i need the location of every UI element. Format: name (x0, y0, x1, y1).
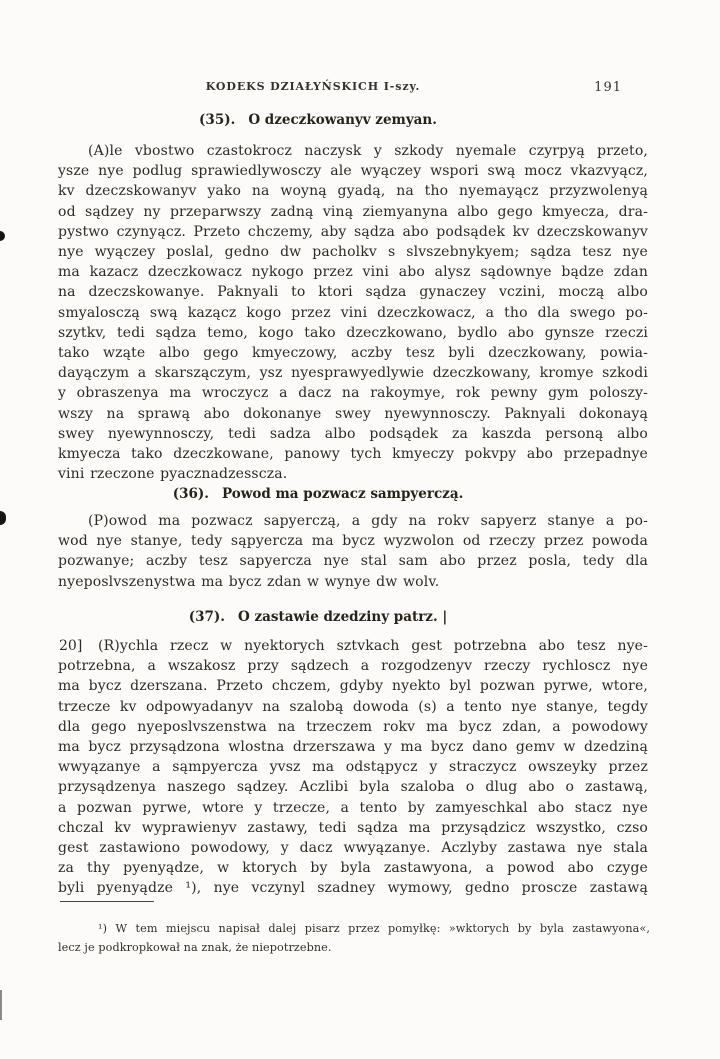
text-line: ma bycz dzerszana. Przeto chczem, gdyby nyekto byl pozwan pyrwe, wtore, (58, 678, 648, 695)
text-line: nyeposlvszenystwa ma bycz zdan w wynye dw wolv. (58, 573, 440, 590)
text-line: y obraszenya ma wroczycz a dacz na rakoymye, rok pewny gym poloszy- (58, 385, 648, 402)
text-line: nye wyączey poslal, gedno dw pacholkv s slvszebnykyem; sądza tesz nye (58, 244, 648, 261)
text-line: (P)owod ma pozwacz sapyerczą, a gdy na rokv sapyerz stanye a po- (88, 513, 648, 529)
scan-mark-middle (0, 511, 6, 525)
text-line: pystwo czynyącz. Przeto chczemy, aby sądza abo podsądek kv dzeczskowanyv (58, 223, 648, 240)
text-line: lecz je podkropkował na znak, że niepotrzebne. (58, 940, 332, 954)
text-line: kv dzeczskowanyv yako na woyną gyadą, na tho nyemayącz przyzwolenyą (58, 183, 648, 200)
text-line: a pozwan pyrwe, wtore y trzecze, a tento by zamyeschkal abo stacz nye (58, 799, 648, 816)
text-line: pozwanye; aczby tesz sapyercza nye stal sam abo przez posla, tedy dla (58, 553, 648, 570)
text-line: trzecze kv odpowyadanyv na szalobą dowoda (s) a tento nye stanye, tegdy (58, 698, 648, 715)
text-line: wszy na sprawą abo dokonanye swey nyewynnosczy. Paknyali dokonayą (58, 405, 648, 422)
text-line: vini rzeczone pyacznadzesscza. (58, 466, 288, 483)
section-35-heading (58, 112, 648, 128)
text-line: smyalosczą swą kazącz kogo przez vini dzeczkowacz, a tho dla swego po- (58, 304, 648, 321)
text-line: za thy pyenyądze, w ktorych by byla zastawyona, a powod abo czyge (58, 860, 648, 877)
text-line: chczal kv wyprawienyv zastawy, tedi sądza ma przysądzicz wszystko, czso (58, 819, 648, 836)
page-number: 191 (594, 80, 622, 95)
text-line: ma bycz przysądzona wlostna drzerszawa y ma bycz dano gemv w dzedziną (58, 739, 648, 756)
section-37-paragraph (58, 636, 648, 899)
text-line: byli pyenyądze ¹), nye vczynyl szadney wymowy, gedno proscze zastawą (58, 880, 648, 897)
section-37-heading (58, 609, 648, 625)
text-line: gest zastawiono powodowy, y dacz wwyązanye. Aczlyby zastawa nye stala (58, 840, 648, 857)
text-line: przysądzenya naszego sądzey. Aczlibi byla szaloba o dlug abo o zastawą, (58, 779, 648, 796)
text-line: wwyązanye a sąmpyercza yvsz ma odstąpycz y straczycz owszeyky przez (58, 759, 648, 776)
text-line: ysze nye podlug sprawiedlywosczy ale wyączey wspori swą mocz vkazvyącz, (58, 163, 648, 180)
section-37-number: (37). (188, 609, 225, 625)
scan-mark-top (0, 231, 5, 241)
margin-note: 20] (59, 638, 83, 654)
running-title: KODEKS DZIAŁYŃSKICH I-szy. (205, 80, 421, 93)
footnote (58, 920, 650, 957)
section-35-number: (35). (199, 112, 236, 128)
text-line: dayączym a skarszączym, ysz nyesprawyedlywie dzeczkowany, kromye szkodi (58, 365, 648, 382)
text-line: ¹) W tem miejscu napisał dalej pisarz przez pomyłkę: »wktorych by byla zastawyona«, (98, 922, 650, 935)
text-line: na dzeczskowanye. Paknyali to ktori sądza gynaczey vczini, moczą albo (58, 284, 648, 301)
text-line: dla gego nyeposlvszenstwa na trzeczem rokv ma bycz zdan, a powodowy (58, 718, 648, 735)
text-line: kmyecza tako dzeczkowane, panowy tych kmyeczy pokvpy abo przepadnye (58, 446, 648, 463)
text-line: wod nye stanye, tedy sąpyercza ma bycz wyzwolon od rzeczy przez powoda (58, 533, 648, 550)
section-35-paragraph (58, 141, 648, 484)
text-line: (R)ychla rzecz w nyektorych sztvkach gest potrzebna abo tesz nye- (98, 638, 648, 654)
section-36-paragraph (58, 511, 648, 592)
text-line: (A)le vbostwo czastokrocz naczysk y szkody nyemale czyrpyą przeto, (88, 143, 648, 159)
section-35-title: O dzeczkowanyv zemyan. (248, 112, 437, 128)
text-line: potrzebna, a wszakosz przy sądzech a rozgodzenyv rzeczy rychloscz nye (58, 658, 648, 675)
section-36-title: Powod ma pozwacz sampyerczą. (221, 486, 464, 502)
text-line: tako wząte albo gego kmyeczowy, aczby tesz byli dzeczkowany, powia- (58, 345, 648, 362)
text-line: swey nyewynnosczy, tedi sadza albo podsądek za kaszda personą albo (58, 425, 648, 442)
section-37-title: O zastawie dzedziny patrz. | (237, 609, 448, 625)
text-line: ma kazacz dzeczkowacz nykogo przez vini abo alysz sądownye bądze zdan (58, 264, 648, 281)
footnote-separator (60, 901, 154, 902)
scan-mark-bottom (0, 990, 2, 1020)
text-line: szytkv, tedi sądza temo, kogo tako dzeczkowano, bydlo abo gynsze rzeczi (58, 324, 648, 341)
text-line: od sądzey ny przeparwszy zadną viną ziemyanyna albo gego kmyecza, dra- (58, 203, 648, 220)
section-36-heading (58, 486, 648, 502)
section-36-number: (36). (172, 486, 209, 502)
page-header (58, 80, 648, 98)
